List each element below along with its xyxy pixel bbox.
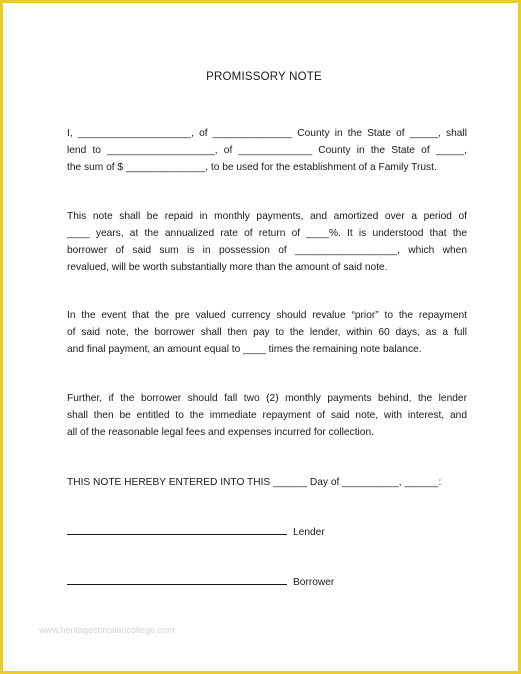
entered-date-line: THIS NOTE HEREBY ENTERED INTO THIS ______ Day of __________, ______:	[67, 477, 442, 488]
borrower-label: Borrower	[293, 577, 335, 588]
paragraph-repayment	[67, 208, 467, 276]
paragraph-line: In the event that the pre valued currency should revalue “prior” to the repayment	[67, 310, 467, 321]
document-title: PROMISSORY NOTE	[206, 71, 322, 83]
borrower-signature-block	[67, 572, 334, 591]
paragraph-default	[67, 390, 467, 441]
paragraph-line: This note shall be repaid in monthly payments, and amortized over a period of	[67, 211, 467, 222]
watermark-text: www.heritagechristiancollege.com	[39, 625, 175, 635]
paragraph-line: the sum of $ ______________, to be used for the establishment of a Family Trust.	[67, 162, 437, 173]
lender-signature-line	[67, 522, 287, 535]
paragraph-line: Further, if the borrower should fall two (2) monthly payments behind, the lender	[67, 393, 467, 404]
paragraph-line: and final payment, an amount equal to ____ times the remaining note balance.	[67, 344, 422, 355]
paragraph-line: revalued, will be worth substantially more than the amount of said note.	[67, 262, 388, 273]
lender-signature-block	[67, 522, 325, 541]
paragraph-line: of said note, the borrower shall then pay to the lender, within 60 days, as a full	[67, 327, 467, 338]
paragraph-line: lend to ___________________, of _____________ County in the State of _____,	[67, 145, 467, 156]
paragraph-revaluation	[67, 307, 467, 358]
paragraph-parties	[67, 125, 467, 176]
paragraph-line: I, ____________________, of ______________ County in the State of _____, shall	[67, 128, 467, 139]
paragraph-line: ____ years, at the annualized rate of return of ____%. It is understood that the	[67, 228, 467, 239]
paragraph-line: shall then be entitled to the immediate repayment of said note, with interest, and	[67, 410, 467, 421]
lender-label: Lender	[293, 527, 325, 538]
borrower-signature-line	[67, 572, 287, 585]
paragraph-line: borrower of said sum is in possession of __________________, which when	[67, 245, 467, 256]
paragraph-line: all of the reasonable legal fees and expenses incurred for collection.	[67, 427, 374, 438]
